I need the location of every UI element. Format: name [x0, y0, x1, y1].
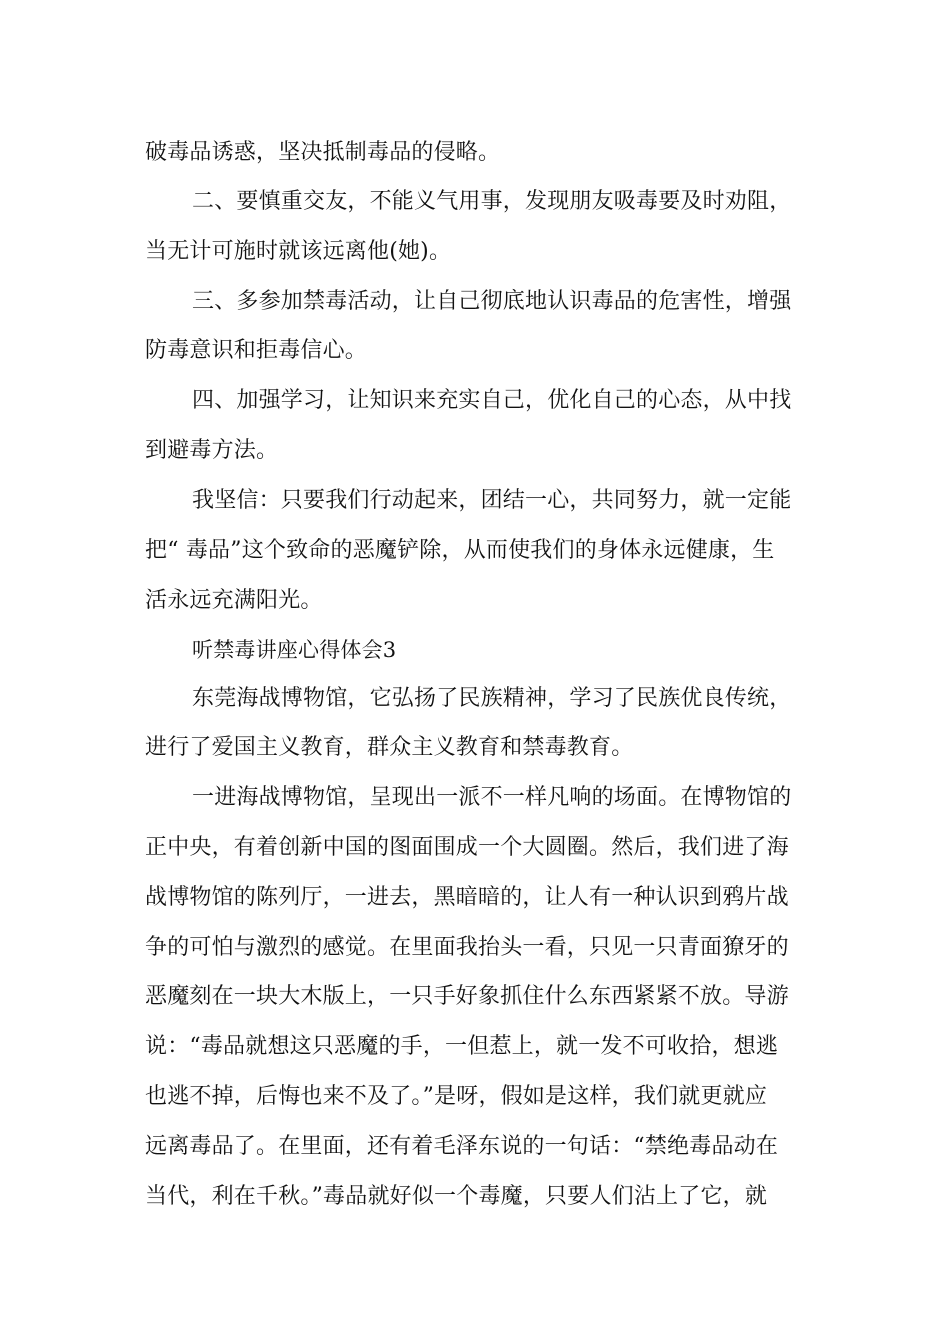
- text-line: 防毒意识和拒毒信心。: [145, 338, 368, 363]
- text-line: 四、加强学习，让知识来充实自己，优化自己的心态，从中找: [192, 388, 792, 413]
- text-line: 战博物馆的陈列厅，一进去，黑暗暗的，让人有一种认识到鸦片战: [145, 885, 789, 910]
- text-line: 一进海战博物馆，呈现出一派不一样凡响的场面。在博物馆的: [192, 785, 792, 810]
- text-line: 活永远充满阳光。: [145, 588, 323, 613]
- text-line: 说：“毒品就想这只恶魔的手，一但惹上，就一发不可收拾，想逃: [145, 1034, 779, 1059]
- text-line: 二、要慎重交友，不能义气用事，发现朋友吸毒要及时劝阻，: [192, 189, 792, 214]
- text-line: 进行了爱国主义教育，群众主义教育和禁毒教育。: [145, 735, 634, 760]
- text-line: 到避毒方法。: [145, 438, 279, 463]
- text-line: 也逃不掉，后悔也来不及了。”是呀，假如是这样，我们就更就应: [145, 1084, 768, 1109]
- text-line: 我坚信：只要我们行动起来，团结一心，共同努力，就一定能: [192, 488, 792, 513]
- text-line: 恶魔刻在一块大木版上，一只手好象抓住什么东西紧紧不放。导游: [145, 984, 789, 1009]
- text-line: 东莞海战博物馆，它弘扬了民族精神，学习了民族优良传统，: [192, 686, 792, 711]
- section-heading: 听禁毒讲座心得体会3: [192, 638, 397, 662]
- text-line: 当代，利在千秋。”毒品就好似一个毒魔，只要人们沾上了它，就: [145, 1184, 768, 1209]
- text-line: 破毒品诱惑，坚决抵制毒品的侵略。: [145, 140, 501, 165]
- text-line: 正中央，有着创新中国的图面围成一个大圆圈。然后，我们进了海: [145, 835, 789, 860]
- text-line: 三、多参加禁毒活动，让自己彻底地认识毒品的危害性，增强: [192, 289, 792, 314]
- text-line: 远离毒品了。在里面，还有着毛泽东说的一句话：“禁绝毒品动在: [145, 1134, 779, 1159]
- text-line: 当无计可施时就该远离他(她)。: [145, 239, 452, 264]
- text-line: 把“ 毒品”这个致命的恶魔铲除，从而使我们的身体永远健康，生: [145, 538, 775, 563]
- text-line: 争的可怕与激烈的感觉。在里面我抬头一看，只见一只青面獠牙的: [145, 935, 789, 960]
